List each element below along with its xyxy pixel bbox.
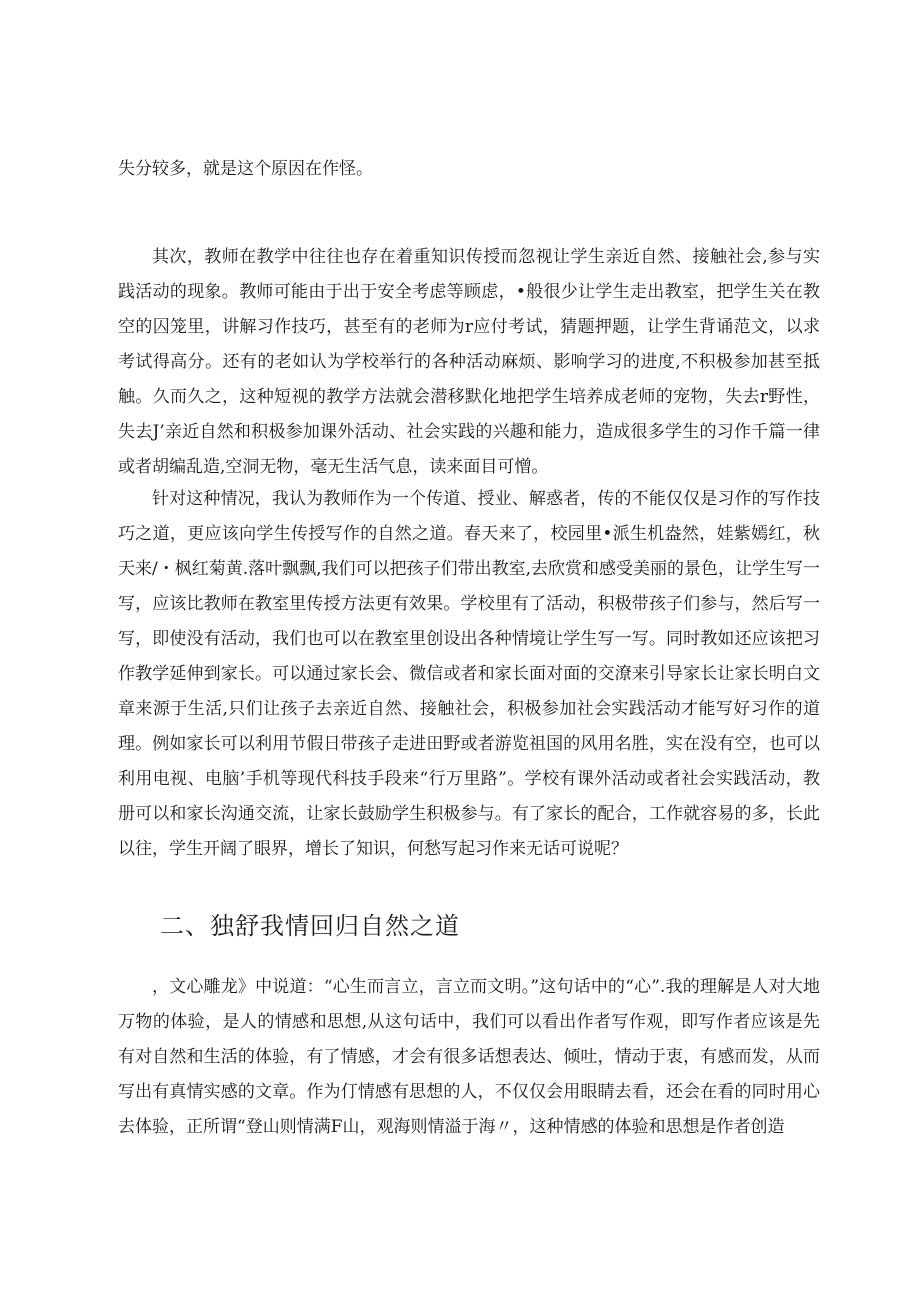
- paragraph-teaching-suggestions: 针对这种情况，我认为教师作为一个传道、授业、解惑者，传的不能仅仅是习作的写作技巧之道，更应该向学生传授写作的自然之道。春天来了，校园里•派生机盎然，娃紫嫣红，秋天来/・枫红菊黄.落叶飘飘,我们可以把孩子们带出教室,去欣赏和感受美丽的景色，让学生写一写，应该比教师在教室里传授方法更有效果。学校里有了活动，积极带孩子们参与，然后写一写，即使没有活动，我们也可以在教室里创设出各种情境让学生写一写。同时教如还应该把习作教学延伸到家长。可以通过家长会、微信或者和家长面对面的交潦来引导家长让家长明白文章来源于生活,只们让孩子去亲近自然、接触社会，积极参加社会实践活动才能写好习作的道理。例如家长可以利用节假日带孩子走进田野或者游览祖国的风用名胜，实在没有空，也可以利用电视、电脑’手机等现代科技手段来“行万里路”。学校有课外活动或者社会实践活动，教册可以和家长沟通交流，让家长鼓励学生积极参与。有了家长的配合，工作就容易的多，长此以往，学生开阔了眼界，增长了知识，何愁写起习作来无话可说呢？: [118, 489, 820, 859]
- paragraph-wenxin-diaolong: ，文心雕龙》中说道：“心生而言立，言立而文明。”这句话中的“心”.我的理解是人对大地万物的体验，是人的情感和思想,从这句话中，我们可以看出作者写作观，即写作者应该是先有对自然和生活的体验，有了情感，才会有很多话想表达、倾吐，情动于衷，有感而发，从而写出有真情实感的文章。作为仃情感有思想的人，不仅仅会用眼睛去看，还会在看的同时用心去体验，正所谓“登山则情满F山，观海则情溢于海〃，这种情感的体验和思想是作者创造: [118, 977, 820, 1137]
- paragraph-continuation: 失分较多，就是这个原因在作怪。: [118, 159, 373, 179]
- paragraph-teaching-problems: 其次，教师在教学中往往也存在着重知识传授而忽视让学生亲近自然、接触社会,参与实践活动的现象。教师可能由于出于安全考虑等顾虑，•般很少让学生走出教室，把学生关在教空的囚笼里，讲解习作技巧，甚至有的老师为r应付考试，猜题押题，让学生背诵范文，以求考试得高分。还有的老如认为学校举行的各种活动麻烦、影响学习的进度,不积极参加甚至抵触。久而久之，这种短视的教学方法就会潜移默化地把学生培养成老师的宠物，失去r野性，失去J’亲近自然和积极参加课外活动、社会实践的兴趣和能力，造成很多学生的习作千篇一律或者胡编乱造,空洞无物，毫无生活气息，读来面目可憎。: [118, 247, 820, 477]
- section-heading: 二、独舒我情回归自然之道: [160, 912, 460, 940]
